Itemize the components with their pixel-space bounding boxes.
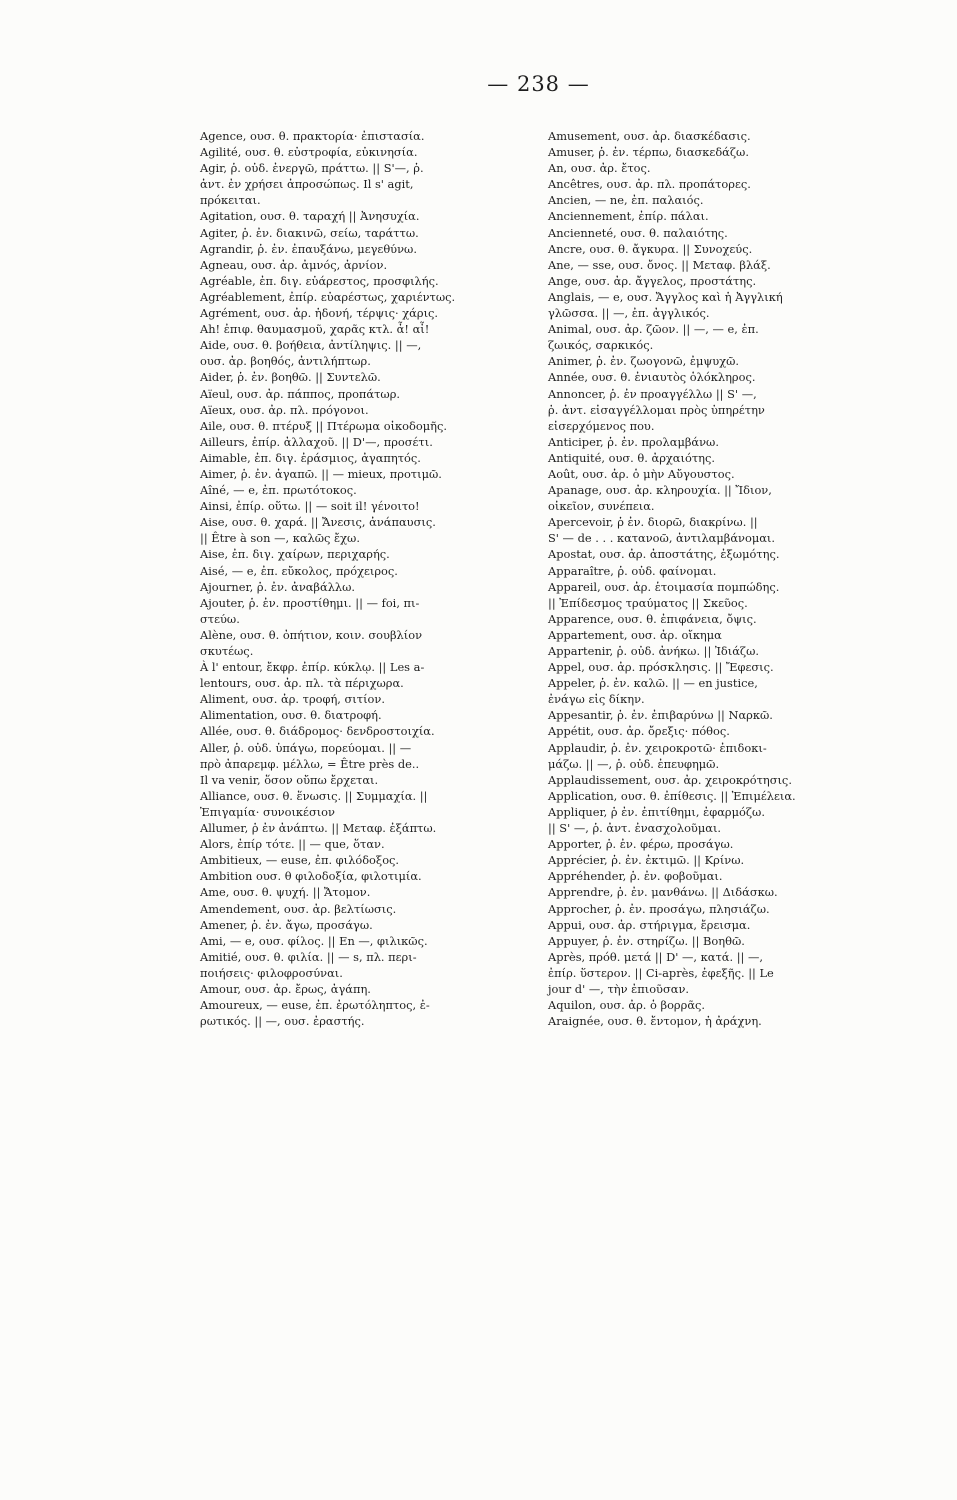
dictionary-line: Agilité, ουσ. θ. εὐστροφία, εὐκινησία.: [200, 145, 418, 160]
dictionary-line: Aquilon, ουσ. ἀρ. ὁ βορρᾶς.: [548, 998, 706, 1013]
dictionary-line: Applaudissement, ουσ. ἀρ. χειροκρότησις.: [548, 772, 792, 787]
dictionary-line: πρὸ ἀπαρεμφ. μέλλω, = Être près de..: [200, 756, 420, 771]
dictionary-line: ζωικός, σαρκικός.: [548, 338, 654, 353]
dictionary-line: Août, ουσ. ἀρ. ὁ μὴν Αὔγουστος.: [548, 466, 735, 481]
dictionary-line: πρόκειται.: [200, 193, 261, 208]
dictionary-line: στεύω.: [200, 611, 240, 626]
dictionary-line: Ambitieux, — euse, ἐπ. φιλόδοξος.: [200, 853, 400, 868]
dictionary-line: Ainsi, ἐπίρ. οὕτω. || — soit il! γένοιτο!: [200, 499, 420, 514]
dictionary-line: Animer, ῥ. ἐν. ζωογονῶ, ἐμψυχῶ.: [548, 354, 740, 369]
dictionary-line: Appeler, ῥ. ἐν. καλῶ. || — en justice,: [548, 676, 758, 691]
dictionary-line: Anglais, — e, ουσ. Ἄγγλος καὶ ἡ Ἀγγλική: [548, 289, 783, 304]
dictionary-line: Il va venir, ὅσον οὔπω ἔρχεται.: [200, 772, 379, 787]
dictionary-line: Antiquité, ουσ. θ. ἀρχαιότης.: [548, 450, 715, 465]
dictionary-line: Apprendre, ῥ. ἐν. μανθάνω. || Διδάσκω.: [548, 885, 778, 900]
dictionary-line: Agneau, ουσ. ἀρ. ἀμνός, ἀρνίον.: [200, 257, 388, 272]
dictionary-line: Ami, — e, ουσ. φίλος. || En —, φιλικῶς.: [200, 933, 428, 948]
dictionary-line: Ancienneté, ουσ. θ. παλαιότης.: [548, 225, 728, 240]
dictionary-line: Anciennement, ἐπίρ. πάλαι.: [548, 209, 709, 224]
dictionary-line: Amuser, ῥ. ἐν. τέρπω, διασκεδάζω.: [548, 145, 749, 160]
right-column: [548, 128, 893, 1029]
dictionary-line: Ane, — sse, ουσ. ὄνος. || Μεταφ. βλάξ.: [548, 257, 771, 272]
dictionary-line: Amour, ουσ. ἀρ. ἔρως, ἀγάπη.: [200, 981, 371, 996]
dictionary-line: Araignée, ουσ. θ. ἔντομον, ἡ ἀράχνη.: [548, 1014, 762, 1029]
dictionary-line: Alliance, ουσ. θ. ἕνωσις. || Συμμαχία. ||: [200, 788, 428, 803]
dictionary-line: Agréable, ἐπ. διγ. εὐάρεστος, προσφιλής.: [200, 273, 439, 288]
dictionary-line: jour d' —, τὴν ἐπιοῦσαν.: [548, 981, 689, 996]
dictionary-line: Approcher, ῥ. ἐν. προσάγω, πλησιάζω.: [548, 901, 770, 916]
dictionary-line: Aliment, ουσ. ἀρ. τροφή, σιτίον.: [200, 692, 385, 707]
dictionary-line: Appui, ουσ. ἀρ. στήριγμα, ἔρεισμα.: [548, 917, 751, 932]
dictionary-line: Aïeux, ουσ. ἀρ. πλ. πρόγονοι.: [200, 402, 369, 417]
dictionary-line: || Ἐπίδεσμος τραύματος || Σκεῦος.: [548, 595, 748, 610]
dictionary-line: Alène, ουσ. θ. ὀπήτιον, κοιν. σουβλίον: [200, 627, 423, 642]
dictionary-line: Apporter, ῥ. ἐν. φέρω, προσάγω.: [548, 837, 734, 852]
dictionary-line: Aile, ουσ. θ. πτέρυξ || Πτέρωμα οἰκοδομῆς.: [200, 418, 447, 433]
dictionary-line: Ancêtres, ουσ. ἀρ. πλ. προπάτορες.: [548, 177, 751, 192]
dictionary-line: Annoncer, ῥ. ἐν προαγγέλλω || S' —,: [548, 386, 757, 401]
dictionary-line: ῥ. ἀντ. εἰσαγγέλλομαι πρὸς ὑπηρέτην: [548, 402, 765, 417]
dictionary-line: Agrandir, ῥ. ἐν. ἐπαυξάνω, μεγεθύνω.: [200, 241, 417, 256]
dictionary-line: Appuyer, ῥ. ἐν. στηρίζω. || Βοηθῶ.: [548, 933, 745, 948]
dictionary-line: Aisé, — e, ἐπ. εὔκολος, πρόχειρος.: [200, 563, 398, 578]
dictionary-line: γλῶσσα. || —, ἐπ. ἀγγλικός.: [548, 306, 710, 321]
dictionary-line: Animal, ουσ. ἀρ. ζῶον. || —, — e, ἐπ.: [548, 322, 759, 337]
dictionary-line: Application, ουσ. θ. ἐπίθεσις. || Ἐπιμέλεια.: [548, 788, 796, 803]
dictionary-line: Ajourner, ῥ. ἐν. ἀναβάλλω.: [200, 579, 356, 594]
dictionary-line: Ancre, ουσ. θ. ἄγκυρα. || Συνοχεύς.: [548, 241, 753, 256]
dictionary-line: Amener, ῥ. ἐν. ἄγω, προσάγω.: [200, 917, 373, 932]
dictionary-line: Agir, ῥ. οὐδ. ἐνεργῶ, πράττω. || S'—, ῥ.: [200, 161, 424, 176]
dictionary-line: || S' —, ῥ. ἀντ. ἐνασχολοῦμαι.: [548, 821, 722, 836]
dictionary-line: ρωτικός. || —, ουσ. ἐραστής.: [200, 1014, 365, 1029]
dictionary-line: Aise, ουσ. θ. χαρά. || Ἄνεσις, ἀνάπαυσις.: [200, 515, 436, 530]
dictionary-line: Ailleurs, ἐπίρ. ἀλλαχοῦ. || D'—, προσέτι.: [200, 434, 433, 449]
dictionary-line: μάζω. || —, ῥ. οὐδ. ἐπευφημῶ.: [548, 756, 720, 771]
dictionary-line: Ange, ουσ. ἀρ. ἄγγελος, προστάτης.: [548, 273, 757, 288]
dictionary-line: Agrément, ουσ. ἀρ. ἡδονή, τέρψις· χάρις.: [200, 306, 439, 321]
dictionary-line: Aise, ἐπ. διγ. χαίρων, περιχαρής.: [200, 547, 390, 562]
dictionary-line: Alimentation, ουσ. θ. διατροφή.: [200, 708, 382, 723]
dictionary-line: Ame, ουσ. θ. ψυχή. || Ἄτομον.: [200, 885, 371, 900]
dictionary-line: εἰσερχόμενος που.: [548, 418, 655, 433]
dictionary-line: Appel, ουσ. ἀρ. πρόσκλησις. || Ἔφεσις.: [548, 660, 774, 675]
dictionary-line: || Être à son —, καλῶς ἔχω.: [200, 531, 360, 546]
dictionary-line: Allumer, ῥ ἐν ἀνάπτω. || Μεταφ. ἐξάπτω.: [200, 821, 437, 836]
dictionary-line: ἐπίρ. ὕστερον. || Ci-après, ἐφεξῆς. || Le: [548, 965, 774, 980]
dictionary-line: Aîné, — e, ἐπ. πρωτότοκος.: [200, 483, 357, 498]
dictionary-line: Allée, ουσ. θ. διάδρομος· δενδροστοιχία.: [200, 724, 435, 739]
dictionary-line: Anticiper, ῥ. ἐν. προλαμβάνω.: [548, 434, 719, 449]
dictionary-line: Appétit, ουσ. ἀρ. ὄρεξις· πόθος.: [548, 724, 730, 739]
dictionary-line: Alors, ἐπίρ τότε. || — que, ὅταν.: [200, 837, 385, 852]
dictionary-line: ουσ. ἀρ. βοηθός, ἀντιλήπτωρ.: [200, 354, 371, 369]
dictionary-line: Agréablement, ἐπίρ. εὐαρέστως, χαριέντως.: [200, 289, 456, 304]
dictionary-line: ἐνάγω εἰς δίκην.: [548, 692, 645, 707]
dictionary-line: Appartenir, ῥ. οὐδ. ἀνήκω. || Ἰδιάζω.: [548, 644, 760, 658]
dictionary-line: Aider, ῥ. ἐν. βοηθῶ. || Συντελῶ.: [200, 370, 381, 385]
dictionary-line: Amendement, ουσ. ἀρ. βελτίωσις.: [200, 901, 397, 916]
dictionary-line: Aimer, ῥ. ἐν. ἀγαπῶ. || — mieux, προτιμῶ.: [200, 466, 442, 481]
dictionary-line: σκυτέως.: [200, 644, 254, 658]
dictionary-line: Aïeul, ουσ. ἀρ. πάππος, προπάτωρ.: [200, 386, 401, 401]
dictionary-line: Apanage, ουσ. ἀρ. κληρουχία. || Ἴδιον,: [548, 483, 772, 498]
dictionary-line: À l' entour, ἔκφρ. ἐπίρ. κύκλῳ. || Les a-: [200, 660, 425, 675]
dictionary-line: Apparaître, ῥ. οὐδ. φαίνομαι.: [548, 563, 717, 578]
dictionary-line: Applaudir, ῥ. ἐν. χειροκροτῶ· ἐπιδοκι-: [548, 740, 767, 755]
dictionary-line: Amoureux, — euse, ἐπ. ἐρωτόληπτος, ἐ-: [200, 998, 430, 1013]
dictionary-line: Apprécier, ῥ. ἐν. ἐκτιμῶ. || Κρίνω.: [548, 853, 745, 868]
dictionary-line: Agence, ουσ. θ. πρακτορία· ἐπιστασία.: [200, 129, 425, 143]
dictionary-line: Appartement, ουσ. ἀρ. οἴκημα: [548, 627, 722, 642]
dictionary-line: Aller, ῥ. οὐδ. ὑπάγω, πορεύομαι. || —: [200, 740, 412, 755]
dictionary-line: Ancien, — ne, ἐπ. παλαιός.: [548, 193, 704, 208]
dictionary-line: Aimable, ἐπ. διγ. ἐράσμιος, ἀγαπητός.: [200, 450, 421, 465]
dictionary-line: Amitié, ουσ. θ. φιλία. || — s, πλ. περι-: [200, 949, 417, 964]
left-column: [200, 128, 540, 1029]
dictionary-line: An, ουσ. ἀρ. ἔτος.: [548, 161, 651, 176]
dictionary-line: Appesantir, ῥ. ἐν. ἐπιβαρύνω || Ναρκῶ.: [548, 708, 773, 723]
dictionary-line: Ajouter, ῥ. ἐν. προστίθημι. || — foi, πι-: [200, 595, 420, 610]
dictionary-line: Ah! ἐπιφ. θαυμασμοῦ, χαρᾶς κτλ. ἆ! αἶ!: [200, 322, 430, 337]
dictionary-line: Apparence, ουσ. θ. ἐπιφάνεια, ὄψις.: [548, 611, 757, 626]
dictionary-line: Agitation, ουσ. θ. ταραχή || Ἀνησυχία.: [200, 209, 420, 224]
dictionary-line: Agiter, ῥ. ἐν. διακινῶ, σείω, ταράττω.: [200, 225, 419, 240]
dictionary-line: Amusement, ουσ. ἀρ. διασκέδασις.: [548, 129, 751, 143]
dictionary-line: Apercevoir, ῥ ἐν. διορῶ, διακρίνω. ||: [548, 515, 758, 530]
dictionary-line: Ambition ουσ. θ φιλοδοξία, φιλοτιμία.: [200, 869, 422, 884]
page-number: — 238 —: [487, 72, 590, 96]
dictionary-line: Année, ουσ. θ. ἐνιαυτὸς ὁλόκληρος.: [548, 370, 756, 385]
dictionary-line: Après, πρόθ. μετά || D' —, κατά. || —,: [548, 949, 764, 964]
dictionary-line: Ἐπιγαμία· συνοικέσιον: [200, 804, 335, 819]
dictionary-line: Appréhender, ῥ. ἐν. φοβοῦμαι.: [548, 869, 723, 884]
dictionary-line: Apostat, ουσ. ἀρ. ἀποστάτης, ἐξωμότης.: [548, 547, 780, 562]
dictionary-line: Appareil, ουσ. ἀρ. ἑτοιμασία πομπώδης.: [548, 579, 780, 594]
dictionary-line: lentours, ουσ. ἀρ. πλ. τὰ πέριχωρα.: [200, 676, 404, 691]
dictionary-line: Appliquer, ῥ ἐν. ἐπιτίθημι, ἐφαρμόζω.: [548, 804, 765, 819]
dictionary-line: S' — de . . . κατανοῶ, ἀντιλαμβάνομαι.: [548, 531, 776, 546]
dictionary-line: ποιήσεις· φιλοφροσύναι.: [200, 965, 343, 980]
dictionary-line: οἰκεῖον, συνέπεια.: [548, 499, 655, 514]
dictionary-line: ἀντ. ἐν χρήσει ἀπροσώπως. Il s' agit,: [200, 177, 414, 192]
dictionary-line: Aide, ουσ. θ. βοήθεια, ἀντίληψις. || —,: [200, 338, 422, 353]
